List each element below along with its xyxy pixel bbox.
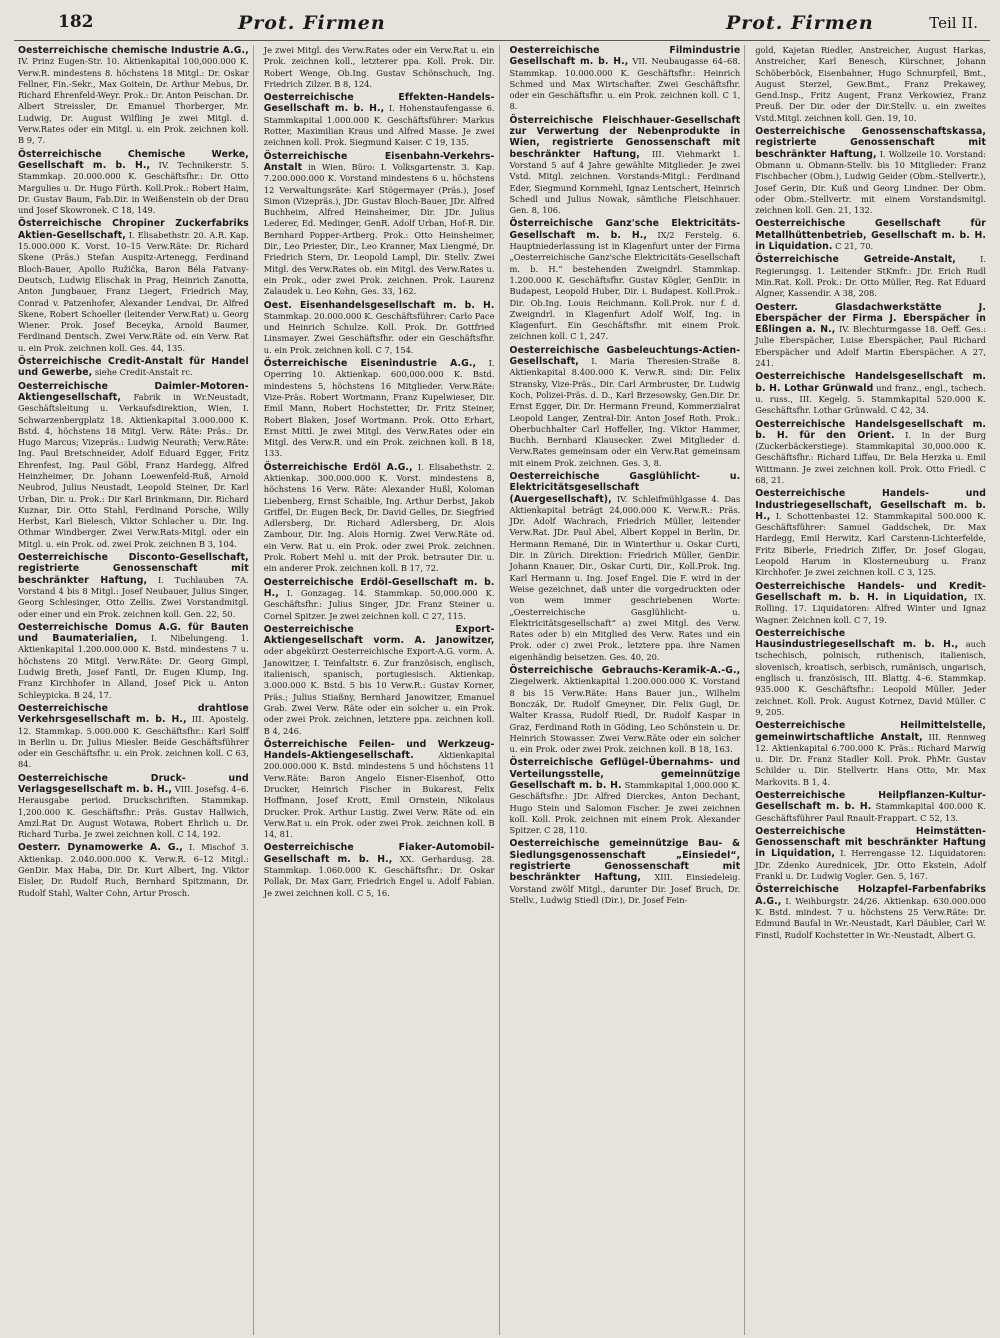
company-entry — [18, 703, 249, 771]
company-details: Aktienkapital 200.000.000 K. Bstd. mindestens 5 und höchstens 11 Verw.Räte: Baron Angelo Eisner-Eisenhof, Otto Drucker, Heinrich Fischer in Bukarest, Felix Hoffmann, Josef Krott, Emil Ornstein, Nikolaus Drucker. Prok. Arthur Lustig. Zwei Verw. Räte od. ein Verw.Rat u. ein Prok. oder zwei Prok. zeichnen koll. B 14, 81. — [263, 750, 495, 840]
company-name: Österreichische Ganz'sche Elektricitäts-Gesellschaft m. b. H., — [509, 218, 741, 241]
company-entry — [755, 254, 986, 299]
company-entry — [510, 471, 741, 663]
company-details: Ziegelwerk. Aktienkapital 1.200.000.000 K. Vorstand 8 bis 15 Verw.Räte: Hans Bauer jun., Wilhelm Bonczák, Dr. Rudolf Gmeyner, Dir. Felix Gugl, Dr. Walter Krassa, Rudolf Riedl, Dr. Rudolf Kaspar in Graz, Ferdinand Roth in Göding, Leo Schönstein u. Dr. Heinrich Stowasser. Zwei Verw.Räte oder ein solcher u. ein Prok. oder zwei Prok. zeichnen koll. B 18, 163. — [509, 676, 741, 755]
text-columns — [14, 41, 990, 1335]
company-entry — [755, 488, 986, 578]
company-details: oder abgekürzt Oesterreichische Export-A.G. vorm. A. Janowitzer, I. Teinfaltstr. 6. Zur französisch, englisch, italienisch, spanisch, portugiesisch. Aktienkap. 3.000.000 K. Bstd. 5 bis 10 Verw.R.: Gustav Korner, Präs.; Julius Stiaßny, Bernhard Janowitzer, Emanuel Grab. Zwei Verw. Räte oder ein solcher u. ein Prok. oder zwei Prok. zeichnen, letztere ppa. zeichnen koll. B 4, 246. — [263, 646, 495, 736]
company-name: Österreichische Fleischhauer-Gesellschaft zur Verwertung der Nebenprodukte in Wien, registrierte Genossenschaft mit beschränkter Haftung, — [509, 114, 741, 160]
company-entry — [510, 218, 741, 342]
company-details: I. Schottenbastei 12. Stammkapital 500.000 K. Geschäftsführer: Samuel Gaddschek, Dr. Max Hardegg, Emil Herwitz, Karl Carstenn-Lichterfelde, Fritz Biberle, Friedrich Ziffer, Dr. Josef Glogau, Leopold Harum in Klosterneuburg u. Franz Kirchhofer. Je zwei zeichnen koll. C 3, 125. — [755, 510, 986, 578]
company-entry — [264, 462, 495, 575]
company-name: Oesterreichische Filmindustrie Gesellschaft m. b. H., — [509, 45, 741, 68]
company-entry — [755, 826, 986, 882]
company-name: Österreichische Geflügel-Übernahms- und Verteilungsstelle, gemeinnützige Gesellschaft m. b. H. — [509, 757, 741, 791]
company-details: Stammkapital 400.000 K. Geschäftsführer Paul Rnault-Frappart. C 52, 13. — [755, 801, 986, 823]
column-1 — [14, 45, 254, 1335]
company-name: Österreichische Chropiner Zuckerfabriks Aktien-Gesellschaft, — [18, 218, 249, 241]
company-details: auch tschechisch, polnisch, ruthenisch, italienisch, slovenisch, kroatisch, serbisch, rumänisch, ungarisch, englisch u. französisch, III. Blattg. 4–6. Stammkap. 935.000 K. Geschäftsfhr.: Leopold Müller. Jeder zeichnet. Koll. Prok. August Kotrnez, David Müller. C 9, 205. — [755, 639, 986, 717]
company-entry — [18, 842, 249, 898]
company-entry — [755, 371, 986, 416]
company-name: Österreichische Holzapfel-Farbenfabriks A.G., — [755, 884, 986, 907]
company-details: I. Gonzagag. 14. Stammkap. 50,000.000 K. Geschäftsfhr.: Julius Singer, JDr. Franz Steiner u. Cornel Spitzer. Je zwei zeichnen koll. C 27, 115. — [263, 587, 495, 621]
company-name: Österreichische Erdöl A.G., — [263, 461, 413, 473]
company-name: Oesterreichische Handelsgesellschaft m. b. H. Lothar Grünwald — [755, 371, 986, 394]
company-details: Je zwei Mitgl. des Verw.Rates oder ein Verw.Rat u. ein Prok. zeichnen koll., letzterer ppa. Koll. Prok. Dir. Robert Wenge, Ob.Ing. Gustav Schönschuch, Ing. Friedrich Zilzer. B 8, 124. — [263, 45, 495, 89]
company-details: III. Viehmarkt 1. Vorstand 5 auf 4 Jahre gewählte Mitglieder. Je zwei Vstd. Mitgl. zeichnen. Vorstands-Mitgl.: Ferdinand Eder, Siegmund Kornmehl, Ignaz Lentschert, Heinrich Schedl und Julius Nowak, sämtliche Fleischhauer. Gen. 8, 106. — [509, 148, 741, 216]
company-name: Oesterreichische drahtlose Verkehrsgesellschaft m. b. H., — [18, 702, 249, 726]
company-details: in Wien. Büro: I. Volksgartenstr. 3. Kap. 7.200.000.000 K. Vorstand mindestens 6 u. höchstens 12 Verwaltungsräte: Karl Stögermayer (Präs.), Josef Simon (Vizepräs.), JDr. Gustav Bloch-Bauer, JDr. Alfred Buchheim, Alfred Heinsheimer, Dir. JDr. Julius Lederer, Ed. Medinger, GenR. Adolf Urban, Hof-R. Dir. Bernhard Popper-Artberg. Prok.: Otto Heinsheimer, Dir., Leo Priester, Dir., Leo Kranner, Max Liengmé, Dr. Friedrich Stern, Dr. Leopold Lampl, Dir. Stellv. Zwei Mitgl. des Verw.Rates ob. ein Mitgl. des Verw.Rates u. ein Prok., oder zwei Prok. zeichnen. Prok. Laurenz Zalaudek u. Leo Kohn, Ges. 33, 162. — [263, 161, 495, 297]
company-name: Österreichische Eisenbahn-Verkehrs-Anstalt — [263, 150, 495, 173]
company-details: VIII. Josefsg. 4–6. Herausgabe period. Druckschriften. Stammkap. 1,200.000 K. Geschäftsfhr.: Präs. Gustav Hallwich, Amzl.Rat Dr. August Wotawa, Robert Ehrlich u. Dr. Richard Turba. Je zwei zeichnen koll. C 14, 192. — [18, 784, 249, 840]
company-details: I. Tuchlauben 7A. Vorstand 4 bis 8 Mitgl.: Josef Neubauer, Julius Singer, Georg Schlesinger, Otto Zellis. Zwei Vorstandmitgl. oder einer und ein Prok. zeichnen koll. Gen. 22, 50. — [18, 574, 249, 619]
company-name: Oesterreichische chemische Industrie A.G., — [18, 45, 249, 56]
company-details: I. Wollzeile 10. Vorstand: Obmann u. Obmann-Stellv. bis 10 Mitglieder: Franz Fischbacher (Obm.), Ludwig Geider (Obm.-Stellvertr.), Josef Gerin, Dir. Kuß und Georg Lindner. Der Obm. oder Obm.-Stellvertr. mit einem Vorstandsmitgl. zeichnen koll. Gen. 21, 132. — [755, 148, 987, 216]
company-entry — [18, 149, 249, 217]
company-name: Oesterreichische Fiaker-Automobil-Gesellschaft m. b. H., — [263, 842, 495, 865]
company-entry — [18, 218, 249, 354]
running-title-left: Prot. Firmen — [238, 12, 386, 34]
company-details: I. Elisabethstr. 20. A.R. Kap. 15.000.000 K. Vorst. 10–15 Verw.Räte: Dr. Richard Skene (Präs.) Stefan Auspitz-Artenegg, Ferdinand Bloch-Bauer, Apollo Ružička, Baron Béla Fatvany-Deutsch, Ludwig Elischak in Prag, Heinrich Zanotta, Anton Jungbauer, Franz Liegert, Friedrich May, Conrad v. Patzenhofer, Alexander Lendvai, Dr. Alfred Skene, Robert Schoeller (leitender Verw.Rat) u. Georg Wiener. Prok. Josef Beceyka, Arnold Baumer, Ferdinand Dentsch. Zwei Verw.Räte od. ein Verw. Rat u. ein Prok. zeichnen koll. Ges. 44, 135. — [18, 229, 249, 353]
company-name: Oesterreichische Erdöl-Gesellschaft m. b. H., — [263, 576, 495, 599]
company-details: III. Rennweg 12. Aktienkapital 6.700.000 K. Präs.: Richard Marwig u. Dir. Dr. Franz Stadler Koll. Prok. PhMr. Gustav Schilder u. Dir. Stellvertr. Hans Otto, Mr. Max Markovits. B 1, 4. — [755, 731, 986, 787]
company-name: Österreichische Eisenindustrie A.G., — [263, 358, 477, 370]
company-name: Oesterreichische Genossenschaftskassa, registrierte Genossenschaft mit beschränkter Haftung, — [755, 126, 986, 160]
company-entry — [755, 884, 986, 940]
company-name: Oesterreichische Handels- und Kredit-Gesellschaft m. b. H. in Liquidation, — [755, 580, 986, 603]
company-entry — [510, 838, 741, 906]
company-details: IX. Rolling. 17. Liquidatoren: Alfred Winter und Ignaz Wagner. Zeichnen koll. C 7, 19. — [755, 591, 986, 625]
company-details: Stammkap. 20.000.000 K. Geschäftsführer: Carlo Pace und Heinrich Schulze. Koll. Prok. Dr. Gottfried Linsmayer. Zwei Geschäftsfhr. oder ein Geschäftsfhr. u. ein Prok. zeichnen koll. C 7, 154. — [263, 310, 495, 355]
company-entry — [755, 720, 986, 788]
company-name: Oest. Eisenhandelsgesellschaft m. b. H. — [263, 299, 495, 311]
company-entry — [510, 757, 741, 836]
company-details: I. Hohenstaufengasse 6. Stammkapital 1.000.000 K. Geschäftsführer: Markus Rotter, Maximilian Kraus und Alfred Masse. Je zwei zeichnen koll. Prok. Siegmund Kaiser. C 19, 135. — [263, 103, 495, 148]
company-entry — [755, 581, 986, 626]
company-entry — [755, 45, 986, 124]
company-entry — [755, 126, 986, 216]
company-details: C 21, 70. — [835, 241, 874, 252]
company-details: I. Maria Theresien-Straße 8. Aktienkapital 8.400.000 K. Verw.R. sind: Dir. Felix Stransky, Vize-Präs., Dir. Carl Armbruster, Dr. Ludwig Koch, Polizei-Präs. d. D., Karl Brzesowsky, Gen.Dir. Dr. Ernst Egger, Dir. Dr. Hermann Freund, Kommerzialrat Leopold Langer, Zentral-Dir. Anton Josef Roth. Prok.: Oberbuchhalter Carl Hoffeller, Ing. Viktor Hammer, Buchh. Bernhard Klausecker. Zwei Mitglieder d. Verw.Rates gemeinsam oder ein Verw.Rat gemeinsam mit einem Prok. zeichnen. Ges. 3, 8. — [509, 356, 741, 468]
company-details: I. In der Burg (Zuckerbäckerstiege). Stammkapital 30,000.000 K. Geschäftsfhr.: Richard Liffau, Dr. Bela Herzka u. Emil Wittmann. Je zwei zeichnen koll. Prok. Otto Friedl. C 68, 21. — [755, 429, 987, 485]
company-details: VII. Neubaugasse 64–68. Stammkap. 10.000.000 K. Geschäftsfhr.: Heinrich Schmed und Max Wirtschafter. Zwei Geschäftsfhr. oder ein Geschäftsfhr. u. ein Prok. zeichnen koll. C 1, 8. — [509, 56, 741, 112]
column-3 — [506, 45, 746, 1335]
company-details: IV. Prinz Eugen-Str. 10. Aktienkapital 100,000.000 K. Verw.R. mindestens 8. höchstens 18 Mitgl.: Dr. Oskar Fellner, Fin.-Sekr., Max Goitein, Dr. Arthur Mebus, Dr. Richard Ehrenfeld-Weyr. Prok.: Dr. Anton Peischan. Dr. Albert Streissler, Dr. Emanuel Thorberger, Mr. Ludwig, Dr. August Wilfling Je zwei Mitgl. d. Verw.Rates oder ein Mitgl. u. ein Prok. zeichnen koll. B 9, 7. — [18, 56, 249, 146]
company-entry — [18, 773, 249, 841]
company-entry — [264, 45, 495, 90]
company-entry — [755, 218, 986, 252]
company-name: Oesterreichische Heimstätten-Genossenschaft mit beschränkter Haftung in Liquidation, — [755, 825, 986, 860]
company-name: Oesterreichische Gasglühlicht- u. Elektricitätsgesellschaft (Auergesellschaft), — [509, 470, 741, 505]
company-entry — [264, 739, 495, 841]
company-entry — [18, 381, 249, 550]
company-details: I. Operring 10. Aktienkap. 600,000.000 K. Bstd. mindestens 5, höchstens 16 Mitglieder. Verw.Räte: Vize-Präs. Robert Wortmann, Franz Kupelwieser, Dir. Emil Mann, Robert Hochstetter, Dr. Fritz Steiner, Robert Blaken, Josef Wortmann. Prok. Otto Erhart, Ernst Mittl. Je zwei Mitgl. des Verw.Rates oder ein Mitgl. des Verw.R. und ein Prok. zeichnen koll. B 18, 133. — [263, 358, 495, 459]
company-entry — [264, 624, 495, 737]
company-name: Österreichische Feilen- und Werkzeug-Handels-Aktiengesellschaft. — [263, 738, 495, 762]
company-details: I. Regierungsg. 1. Leitender StKmfr.: JDr. Erich Rudl Min.Rat. Koll. Prok.: Dr. Otto Müller, Reg. Rat Eduard Algner, Kassendir. A 38, 208. — [755, 254, 986, 299]
running-title-right: Prot. Firmen — [726, 12, 874, 34]
company-details: gold, Kajetan Riedler, Anstreicher, August Harkas, Anstreicher, Karl Benesch, Kürschner, Johann Schöberböck, Eisenbahner, Hugo Schnurpfeil, Bmt., August Sterzel, Gew.Bmt., Franz Prekawey, Gend.Insp., Fritz Augent, Franz Verkowiez, Franz Preuß. Der Dir. oder der Dir.Stellv. u. ein zweites Vstd.Mitgl. zeichnen koll. Gen. 19, 10. — [755, 45, 986, 123]
company-entry — [755, 628, 986, 718]
company-entry — [510, 45, 741, 113]
company-details: I. Mischof 3. Aktienkap. 2.040.000.000 K. Verw.R. 6–12 Mitgl.: GenDir. Max Haba, Dir. Dr. Kurt Albert, Ing. Viktor Eisler, Dr. Rudolf Ruch, Bernhard Spitzmann, Dr. Rudolf Stahl, Walter Cohn, Artur Prosch. — [18, 842, 249, 898]
company-details: Fabrik in Wr.Neustadt, Geschäftsleitung u. Verkaufsdirektion, Wien, I. Schwarzenbergplatz 18. Aktienkapital 3.000.000 K. Bstd. 4, höchstens 18 Mitgl. Verw. Räte: Präs.: Dr. Hugo Marcus; Vizepräs.: Ludwig Neurath; Verw.Räte: Ing. Paul Bretschneider, Adolf Eduard Egger, Fritz Ehrenfest, Ing. Paul Göbl, Franz Hardegg, Alfred Heinzheimer, Dr. Johann Loewenfeld-Ruß, Arnold Neubrod, Julius Neustadt, Leopold Steiner, Dr. Karl Urban, Dir. u. Prok.: Dir Karl Brinkmann, Dir. Richard Kuznar, Dir. Otto Stahl, Ferdinand Porsche, Willy Herbst, Karl Bielesch, Viktor Schlacher u. Dir. Ing. Othmar Windberger. Zwei Verw.Rats-Mitgl. oder ein Mitgl. u. ein Prok. od. zwei Prok. zeichnen B 3, 104. — [18, 391, 249, 549]
company-details: XX. Gerhardusg. 28. Stammkap. 1.060.000 K. Geschäftsfhr.: Dr. Oskar Pollak, Dr. Max Garr, Friedrich Engel u. Adolf Fabian. Je zwei zeichnen koll. C 5, 16. — [263, 853, 495, 898]
company-entry — [18, 45, 249, 147]
company-details: XIII. Einsiedeleig. Vorstand zwölf Mitgl., darunter Dir. Josef Bruch, Dr. Stellv., Ludwig Stiedl (Dir.), Dr. Josef Fein- — [509, 872, 741, 905]
company-entry — [510, 115, 741, 217]
company-entry — [510, 665, 741, 755]
column-2 — [260, 45, 500, 1335]
company-entry — [18, 622, 249, 701]
company-name: Oesterreichische Heilmittelstelle, gemeinwirtschaftliche Anstalt, — [755, 720, 986, 743]
company-name: Österreichische Getreide-Anstalt, — [755, 254, 956, 266]
company-details: IV. Blechturmgasse 18. Oeff. Ges.: Julie Eberspächer, Luise Eberspächer, Paul Richard Eberspächer und Adolf Martin Eberspächer. A 27, 241. — [755, 324, 987, 369]
company-name: Oesterreichische Domus A.G. für Bauten und Baumaterialien, — [18, 621, 249, 645]
company-details: I. Elisabethstr. 2. Aktienkap. 300.000.000 K. Vorst. mindestens 8, höchstens 16 Verw. Räte: Alexander Hußl, Koloman Liebenberg, Ernst Schaible, Ing. Arthur Derbst, Jakob Griffel, Dr. Eugen Beck, Dr. David Gelles, Dr. Siegfried Adlersberg, Dr. Richard Adlersberg, Dr. Alois Zambour, Dir. Ing. Alois Hornig. Zwei Verw.Räte od. ein Verw. Rat u. ein Prok. oder zwei Prok. zeichnen. Prok. Robert Mehl u. mit der Prok. betrauter Dir. u. ein anderer Prok. zeichnen koll. B 17, 72. — [263, 461, 495, 574]
company-name: Oesterreichische Hausindustriegesellschaft m. b. H., — [755, 627, 959, 651]
company-entry — [264, 358, 495, 460]
company-details: III. Apostelg. 12. Stammkap. 5.000.000 K. Geschäftsfhr.: Karl Solff in Berlin u. Dr. Julius Miesler. Beide Geschäftsführer oder ein Geschäftsfhr. u. ein Prok. zeichnen koll. C 63, 84. — [18, 714, 249, 770]
company-name: Oesterreichische Druck- und Verlagsgesellschaft m. b. H., — [18, 772, 249, 795]
page-header — [14, 6, 990, 41]
company-name: Oesterreichische Gesellschaft für Metallhüttenbetrieb, Gesellschaft m. b. H. in Liquidation. — [755, 218, 986, 253]
company-name: Oesterreichische Handelsgesellschaft m. b. H. für den Orient. — [755, 418, 986, 441]
company-entry — [755, 419, 986, 487]
company-name: Oesterreichische Effekten-Handels-Gesellschaft m. b. H., — [263, 92, 495, 115]
company-name: Oesterreichische Export-Aktiengesellschaft vorm. A. Janowitzer, — [263, 623, 495, 647]
company-details: IV. Schleifmühlgasse 4. Das Aktienkapital beträgt 24,000.000 K. Verw.R.: Präs. JDr. Adolf Wachrach, Friedrich Müller, leitender Verw.Rat. JDr. Paul Abel, Albert Koppel in Berlin, Dr. Hermann Remané, Dir. in Winterthur u. Oskar Curti, Dir. in Zürich. Direktion: Friedrich Müller, GenDir. Johann Knauer, Dir., Oskar Curti, Dir., Koll.Prok. Ing. Karl Hermann u. Ing. Josef Engel. Die F. wird in der Weise gezeichnet, daß unter die vorgedruckten oder von wem immer geschriebenen Worte: „Oesterreichische Gasglühlicht- u. Elektricitätsgesellschaft“ a) zwei Mitgl. des Verw. Rates oder b) ein Mitglied des Verw. Rates und ein Prok. oder c) zwei Prok., letztere ppa. ihre Namen eigenhändig beisetzen. Ges. 40, 20. — [509, 493, 741, 662]
company-entry — [264, 577, 495, 622]
company-name: Oesterreichische gemeinnützige Bau- & Siedlungsgenossenschaft „Einsiedel“, registrierte Genossenschaft mit beschränkter Haftung, — [509, 838, 741, 884]
company-name: Oesterreichische Gasbeleuchtungs-Actien-Gesellschaft, — [509, 344, 741, 368]
company-entry — [755, 302, 986, 370]
company-details: I. Weihburgstr. 24/26. Aktienkap. 630.000.000 K. Bstd. mindest. 7 u. höchstens 25 Verw.Räte: Dr. Edmund Baufal in Wr.-Neustadt, Karl Däubler, Carl W. Finstl, Rudolf Kochstetter in Wr.-Neustadt, Albert G. — [755, 895, 987, 940]
company-details: Stammkapital 1,000.000 K. Geschäftsfhr.: JDr. Alfred Dierckes, Anton Dechant, Hugo Stein und Salomon Fischer. Je zwei zeichnen koll. Koll. Prok. zeichnen mit einem Prok. Alexander Spitzer. C 28, 110. — [509, 780, 741, 836]
company-entry — [264, 151, 495, 298]
page-number: 182 — [58, 12, 94, 32]
company-entry — [755, 790, 986, 824]
company-entry — [264, 300, 495, 356]
company-entry — [510, 345, 741, 469]
company-details: I. Nibelungeng. 1. Aktienkapital 1.200.000.000 K. Bstd. mindestens 7 u. höchstens 20 Mitgl. Verw.Räte: Dr. Georg Gimpl, Ludwig Breth, Josef Fantl, Dr. Eugen Klump, Ing. Franz Kirchhofer in Alland, Josef Pick u. Anton Schleypicka. B 24, 17. — [18, 633, 249, 700]
company-name: Oesterr. Glasdachwerkstätte J. Eberspächer der Firma J. Eberspächer in Eßlingen a. N., — [755, 301, 986, 336]
company-entry — [18, 552, 249, 620]
company-entry — [264, 92, 495, 148]
column-4 — [751, 45, 990, 1335]
company-details: IX/2 Ferstelg. 6. Hauptniederlassung ist in Klagenfurt unter der Firma „Oesterreichische Ganz'sche Elektricitäts-Gesellschaft m. b. H.“ bestehenden Zweigndrl. Stammkap. 1.200.000 K. Geschäftsfhr. Gustav Kögler, GenDir. in Budapest, Leopold Huber, Dir. i. Budapest. Koll.Prok.: Dir. Ob.Ing. Louis Reichmann. Koll.Prok. nur f. d. Zweigndrl. in Klagenfurt Adolf Wolf, Ing. in Klagenfurt. Ein Geschäftsfhr. mit einem Prok. zeichnen koll. C 1, 247. — [509, 229, 741, 342]
company-details: und franz., engl., tschech. u. russ., III. Kegelg. 5. Stammkapital 520.000 K. Geschäftsfhr. Lothar Grünwald. C 42, 34. — [755, 382, 987, 416]
company-details: siehe Credit-Anstalt rc. — [94, 367, 193, 378]
company-name: Oesterreichische Daimler-Motoren-Aktiengesellschaft, — [18, 380, 249, 403]
company-name: Oesterreichische Handels- und Industriegesellschaft, Gesellschaft m. b. H., — [755, 488, 986, 522]
company-name: Österreichische Credit-Anstalt für Handel und Gewerbe, — [18, 356, 249, 379]
company-name: Oesterreichische Disconto-Gesellschaft, registrierte Genossenschaft mit beschränkter Haftung, — [18, 552, 249, 586]
company-entry — [264, 842, 495, 898]
company-name: Österreichische Gebrauchs-Keramik-A.-G., — [509, 665, 741, 677]
company-name: Oesterr. Dynamowerke A. G., — [18, 842, 183, 854]
company-details: IV. Technikerstr. 5. Stammkap. 20.000.000 K. Geschäftsfhr.: Dr. Otto Margulies u. Dr. Hugo Fürth. Koll.Prok.: Robert Haim, Dr. Gustav Baum, Fab.Dir. in Weißenstein ob der Drau und Josef Skowronek. C 18, 149. — [18, 159, 249, 216]
company-entry — [18, 356, 249, 379]
company-name: Oesterreichische Heilpflanzen-Kultur-Gesellschaft m. b. H. — [755, 790, 986, 813]
company-name: Österreichische Chemische Werke, Gesellschaft m. b. H., — [18, 148, 249, 171]
company-details: I. Herrengasse 12. Liquidatoren: JDr. Zdenko Aurednicek, JDr. Otto Ekstein, Adolf Frankl u. Dr. Ludwig Vogler. Gen. 5, 167. — [755, 848, 986, 882]
part-label: Teil II. — [929, 14, 978, 32]
